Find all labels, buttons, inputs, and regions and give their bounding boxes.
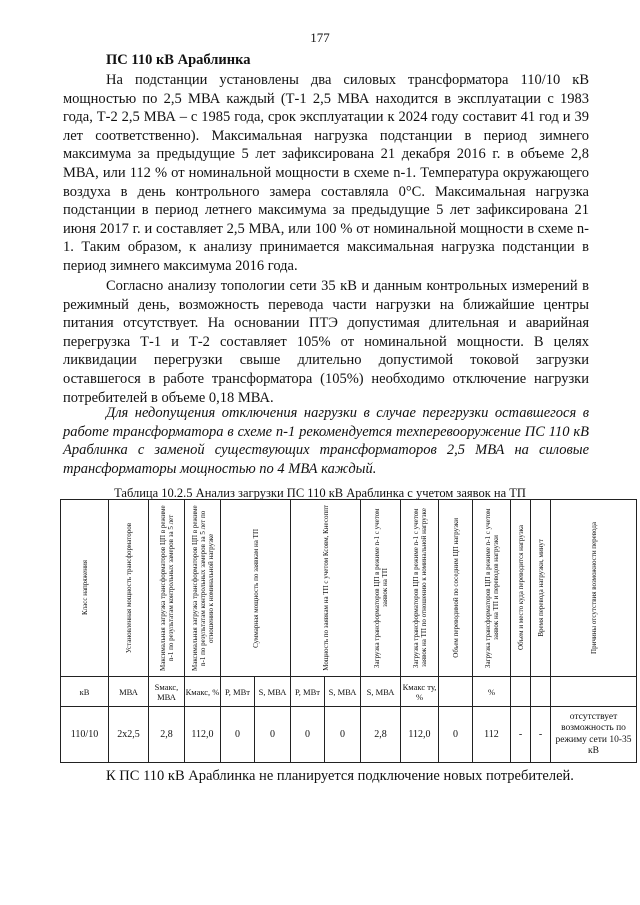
section-heading: ПС 110 кВ Араблинка (106, 52, 251, 68)
header-cell: Суммарная мощность по заявкам на ТП (221, 500, 291, 677)
header-cell: Время перевода нагрузки, минут (531, 500, 551, 677)
table-cell: 112,0 (185, 707, 221, 763)
page-number: 177 (310, 30, 330, 45)
table-cell: 0 (255, 707, 291, 763)
table-row (61, 707, 637, 763)
unit-cell: S, МВА (361, 677, 401, 707)
unit-cell: P, МВт (221, 677, 255, 707)
header-cell: Класс напряжения (61, 500, 109, 677)
table-cell: 0 (291, 707, 325, 763)
unit-cell: Sмакс, МВА (149, 677, 185, 707)
table-cell: - (531, 707, 551, 763)
header-cell: Мощность по заявкам на ТП с учетом Ксовм, Кнесоппт (291, 500, 361, 677)
table-units-row (61, 677, 637, 707)
table-cell: 2х2,5 (109, 707, 149, 763)
unit-cell: кВ (61, 677, 109, 707)
unit-cell (551, 677, 637, 707)
header-cell: Загрузка трансформаторов ЦП в режиме n-1 с учетом заявок на ТП и переводов нагрузки (473, 500, 511, 677)
table-cell: 0 (325, 707, 361, 763)
unit-cell (531, 677, 551, 707)
paragraph-1: На подстанции установлены два силовых трансформатора 110/10 кВ мощностью по 2,5 МВА каждый (Т-1 2,5 МВА находится в эксплуатации с 1983 года, Т-2 2,5 МВА – с 1985 года, срок эксплуатации к 2024 году составит 41 год и 39 лет соответственно). Максимальная нагрузка подстанции в период зимнего максимума за предыдущие 5 лет зафиксирована 21 декабря 2016 г. в объеме 2,8 МВА, или 112 % от номинальной мощности в схеме n-1. Температура окружающего воздуха в день контрольного замера составляла 0°С. Максимальная нагрузка подстанции в период летнего максимума за предыдущие 5 лет зафиксирована 21 июня 2017 г. и составляет 2,5 МВА, или 100 % от номинальной мощности в схеме n-1. Таким образом, к анализу принимается максимальная нагрузка подстанции в период зимнего максимума 2016 года. (63, 72, 589, 274)
header-cell: Причины отсутствия возможности перевода (551, 500, 637, 677)
header-cell: Загрузка трансформаторов ЦП в режиме n-1 с учетом заявок на ТП по отношению к номинальной нагрузке (401, 500, 439, 677)
table-cell: 2,8 (149, 707, 185, 763)
table-cell: 110/10 (61, 707, 109, 763)
unit-cell: Кмакс, % (185, 677, 221, 707)
unit-cell: S, МВА (255, 677, 291, 707)
closing-paragraph: К ПС 110 кВ Араблинка не планируется подключение новых потребителей. (106, 768, 574, 784)
load-analysis-table (60, 499, 637, 763)
reason-cell: отсутствует возможность по режиму сети 10-35 кВ (551, 707, 637, 763)
unit-cell: P, МВт (291, 677, 325, 707)
header-cell: Загрузка трансформаторов ЦП в режиме n-1 с учетом заявок на ТП (361, 500, 401, 677)
table-cell: 112,0 (401, 707, 439, 763)
header-cell: Объем переводимой по соседним ЦП нагрузки (439, 500, 473, 677)
header-cell: Установленная мощность трансформаторов (109, 500, 149, 677)
table-cell: 0 (439, 707, 473, 763)
table-header-row (61, 500, 637, 677)
unit-cell: S, МВА (325, 677, 361, 707)
header-cell: Максимальная загрузка трансформаторов ЦП в режиме n-1 по результатам контрольных замеров за 5 лет (149, 500, 185, 677)
table-cell: 112 (473, 707, 511, 763)
table-cell: 2,8 (361, 707, 401, 763)
header-cell: Максимальная загрузка трансформаторов ЦП в режиме n-1 по результатам контрольных замеров за 5 лет по отношению к номинальной нагрузке (185, 500, 221, 677)
unit-cell: Кмакс ту, % (401, 677, 439, 707)
unit-cell: % (473, 677, 511, 707)
unit-cell (511, 677, 531, 707)
paragraph-2: Согласно анализу топологии сети 35 кВ и данным контрольных измерений в режимный день, возможность перевода части нагрузки на ближайшие центры питания отсутствует. На основании ПТЭ допустимая длительная и аварийная перегрузка Т-1 и Т-2 составляет 105% от номинальной мощности. В целях ликвидации перегрузки свыше длительно допустимой токовой загрузки оставшегося в работе трансформатора (105%) необходимо отключение нагрузки потребителей в объеме 0,18 МВА. (63, 278, 589, 406)
table-caption: Таблица 10.2.5 Анализ загрузки ПС 110 кВ Араблинка с учетом заявок на ТП (114, 486, 526, 500)
unit-cell: МВА (109, 677, 149, 707)
table-cell: - (511, 707, 531, 763)
unit-cell (439, 677, 473, 707)
table-cell: 0 (221, 707, 255, 763)
recommendation-paragraph: Для недопущения отключения нагрузки в случае перегрузки оставшегося в работе трансформатора в схеме n-1 рекомендуется техперевооружение ПС 110 кВ Араблинка с заменой существующих трансформаторов 2,5 МВА на силовые трансформаторы мощностью по 4 МВА каждый. (63, 405, 589, 477)
header-cell: Объем и место куда переводится нагрузка (511, 500, 531, 677)
